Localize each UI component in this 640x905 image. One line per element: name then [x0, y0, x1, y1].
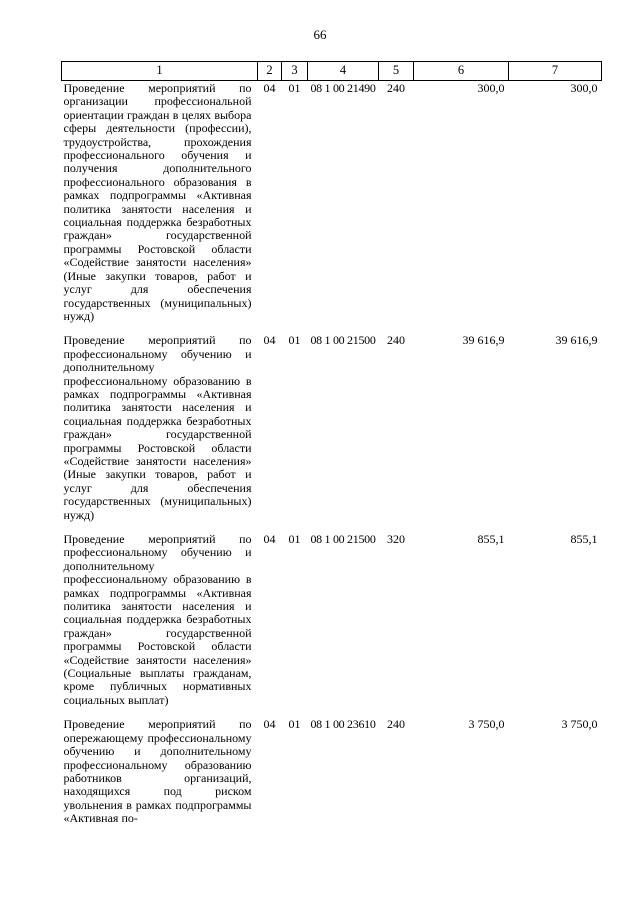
table-row [62, 81, 602, 334]
table-row [62, 333, 602, 532]
row-description: Проведение мероприятий по профессиональному обучению и дополнительному профессиональному образованию в рамках подпрограммы «Активная политика занятости населения и социальная поддержка безработных граждан» государственной программы Ростовской области «Содействие занятости населения» (Социальные выплаты гражданам, кроме публичных нормативных социальных выплат) [63, 532, 252, 707]
row-amount-7: 3 750,0 [561, 717, 598, 732]
row-target-article: 08 1 00 21500 [310, 333, 376, 348]
row-expense-type: 240 [387, 333, 405, 348]
row-section-code: 04 [263, 717, 276, 732]
row-description: Проведение мероприятий по профессиональному обучению и дополнительному профессиональному образованию в рамках подпрограммы «Активная политика занятости населения и социальная поддержка безработных граждан» государственной программы Ростовской области «Содействие занятости населения» (Иные закупки товаров, работ и услуг для обеспечения государственных (муниципальных) нужд) [63, 333, 252, 522]
row-amount-6: 3 750,0 [468, 717, 505, 732]
row-amount-7: 39 616,9 [555, 333, 598, 348]
row-subsection-code: 01 [288, 333, 301, 348]
table-row [62, 717, 602, 835]
row-subsection-code: 01 [288, 717, 301, 732]
column-header-2: 2 [258, 62, 282, 81]
row-amount-7: 855,1 [570, 532, 598, 546]
row-amount-6: 39 616,9 [462, 333, 505, 348]
column-header-4: 4 [308, 62, 379, 81]
row-expense-type: 240 [387, 717, 405, 732]
column-header-7: 7 [509, 62, 602, 81]
column-header-3: 3 [282, 62, 308, 81]
row-section-code: 04 [263, 333, 276, 348]
row-amount-6: 300,0 [477, 81, 505, 95]
table-row [62, 532, 602, 717]
budget-table [61, 61, 602, 836]
row-target-article: 08 1 00 21490 [310, 81, 376, 95]
row-subsection-code: 01 [288, 81, 301, 95]
row-description: Проведение мероприятий по опережающему профессиональному обучению и дополнительному профессиональному образованию работников организаций, находящихся под риском увольнения в рамках подпрограммы «Активная по- [63, 717, 252, 826]
row-amount-6: 855,1 [477, 532, 505, 546]
row-section-code: 04 [263, 81, 276, 95]
column-header-5: 5 [379, 62, 414, 81]
header-row [62, 62, 602, 81]
row-section-code: 04 [263, 532, 276, 546]
row-target-article: 08 1 00 23610 [310, 717, 376, 732]
row-target-article: 08 1 00 21500 [310, 532, 376, 546]
row-expense-type: 240 [387, 81, 405, 95]
column-header-6: 6 [414, 62, 509, 81]
row-subsection-code: 01 [288, 532, 301, 546]
page-number: 66 [313, 27, 327, 42]
column-header-1: 1 [62, 62, 258, 81]
row-amount-7: 300,0 [570, 81, 598, 95]
row-expense-type: 320 [387, 532, 405, 546]
row-description: Проведение мероприятий по организации профессиональной ориентации граждан в целях выбора сферы деятельности (профессии), трудоустройства, прохождения профессионального обучения и получения дополнительного профессионального образования в рамках подпрограммы «Активная политика занятости населения и социальная поддержка безработных граждан» государственной программы Ростовской области «Содействие занятости населения» (Иные закупки товаров, работ и услуг для обеспечения государственных (муниципальных) нужд) [63, 81, 252, 323]
